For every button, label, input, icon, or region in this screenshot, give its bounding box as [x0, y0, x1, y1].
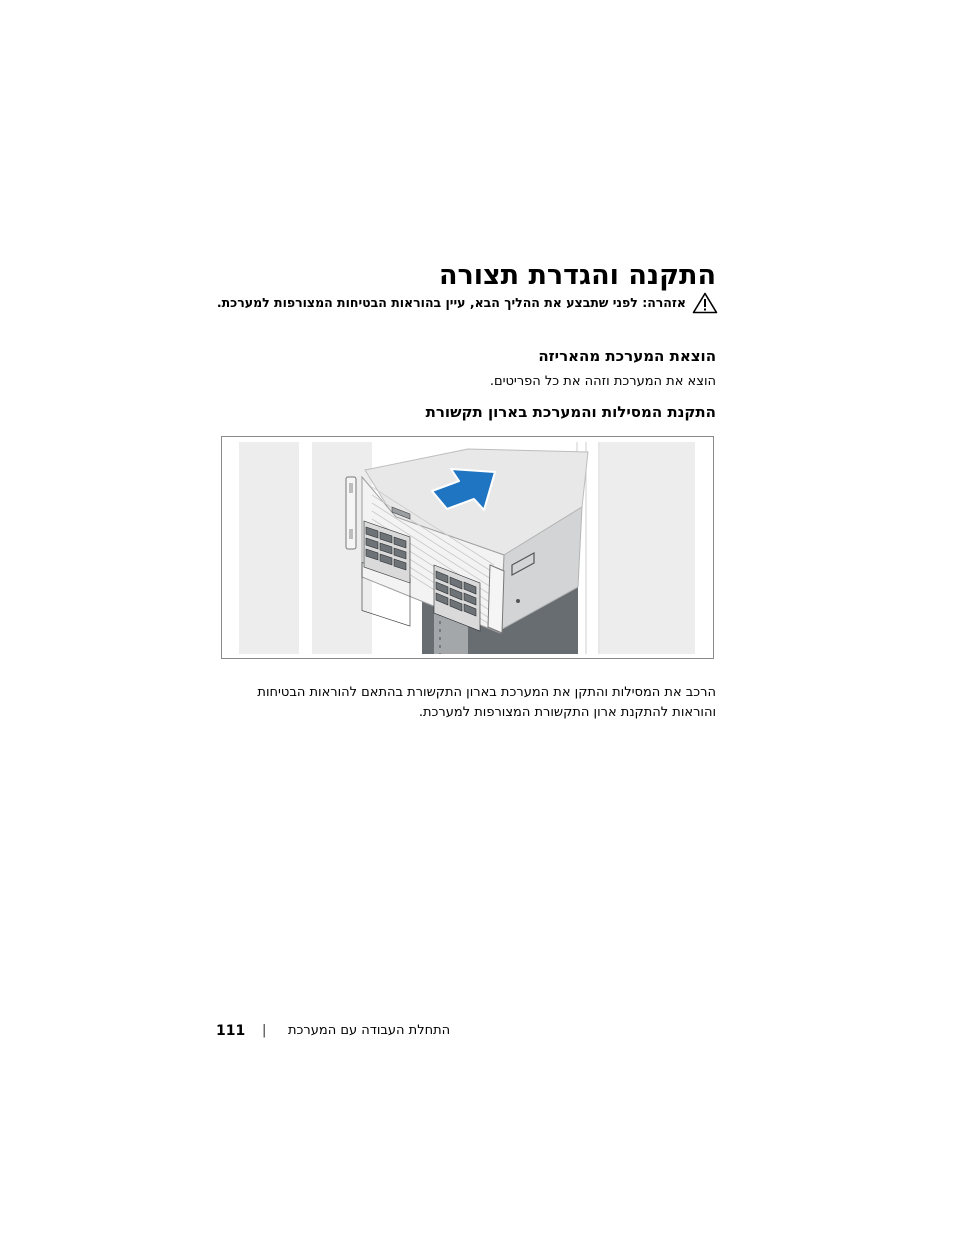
page-number: 111 — [216, 1023, 246, 1039]
rack-ear-right — [488, 565, 504, 633]
rack-post-right — [600, 442, 695, 654]
warning-text: אזהרה: לפני שתבצע את ההליך הבא, עיין בהוראות הבטיחות המצורפות למערכת. — [216, 295, 686, 310]
section-heading-unpack: הוצאת המערכת מהאריזה — [538, 347, 716, 365]
rack-post-left — [239, 442, 299, 654]
page-title: התקנה והגדרת תצורה — [438, 260, 716, 291]
section-heading-rack-install: התקנת המסילות והמערכת בארון תקשורת — [425, 403, 716, 421]
warning-note — [198, 292, 718, 314]
warning-triangle-icon — [692, 292, 718, 314]
unpack-instructions: הוצא את המערכת וזהה את כל הפריטים. — [489, 374, 716, 389]
footer-section-title: התחלת העבודה עם המערכת — [288, 1023, 451, 1038]
server-rack-installation-illustration — [222, 437, 713, 658]
page-footer — [200, 1020, 500, 1042]
rack-install-instructions: הרכב את המסילות והתקן את המערכת בארון התקשורת בהתאם להוראות הבטיחות והוראות להתקנת ארון התקשורת המצורפות למערכת. — [257, 685, 716, 720]
rack-install-figure — [221, 436, 714, 659]
footer-separator: | — [262, 1023, 267, 1038]
